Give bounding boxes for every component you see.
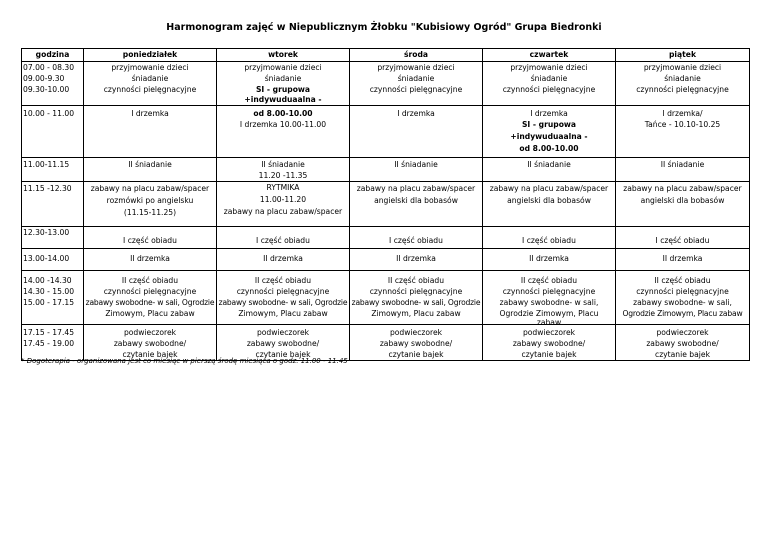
schedule-cell <box>616 182 750 227</box>
activity-text: (11.15-11.25) <box>123 208 177 217</box>
activity-text: od 8.00-10.00 <box>253 109 313 118</box>
activity-text: śniadanie <box>264 74 302 83</box>
activity-text: I część obiadu <box>389 236 443 245</box>
activity-text: II drzemka <box>529 254 569 263</box>
activity-text: angielski dla bobasów <box>507 196 591 205</box>
schedule-cell <box>217 325 350 361</box>
schedule-cell <box>483 249 616 271</box>
table-row <box>22 271 750 325</box>
schedule-cell <box>350 182 483 227</box>
activity-text: II część obiadu <box>520 276 578 285</box>
schedule-cell <box>84 62 217 106</box>
activity-text: czynności pielęgnacyjne <box>502 85 596 94</box>
schedule-cell <box>350 62 483 106</box>
schedule-cell <box>350 325 483 361</box>
header-time: godzina <box>22 49 84 62</box>
activity-text: angielski dla bobasów <box>374 196 458 205</box>
activity-text: zabawy swobodne/ <box>246 339 320 348</box>
activity-text: zabawy swobodne- w sali, <box>499 298 599 307</box>
schedule-cell <box>616 106 750 158</box>
schedule-cell <box>350 249 483 271</box>
time-label: 11.00-11.15 <box>23 160 70 169</box>
time-cell <box>22 249 84 271</box>
time-label: 14.30 - 15.00 <box>23 287 75 296</box>
activity-text: czynności pielęgnacyjne <box>636 287 729 296</box>
schedule-cell <box>616 325 750 361</box>
time-cell <box>22 182 84 227</box>
activity-text: +indywuduaalna - <box>510 132 588 141</box>
activity-text: podwieczorek <box>123 328 177 337</box>
table-row <box>22 62 750 106</box>
schedule-cell <box>616 249 750 271</box>
activity-text: Ogrodzie Zimowym, Placu zabaw <box>622 309 743 318</box>
activity-text: zabawy swobodne- w sali, <box>633 298 732 307</box>
schedule-cell <box>84 271 217 325</box>
time-label: 09.30-10.00 <box>23 85 70 94</box>
activity-text: II część obiadu <box>387 276 445 285</box>
schedule-cell <box>616 227 750 249</box>
schedule-cell <box>616 158 750 182</box>
time-label: 12.30-13.00 <box>23 228 70 237</box>
activity-text: zabawy swobodne/ <box>646 339 719 348</box>
activity-text: zabawy swobodne- w sali, Ogrodzie <box>351 298 481 307</box>
schedule-cell <box>483 158 616 182</box>
activity-text: II część obiadu <box>654 276 711 285</box>
schedule-cell <box>217 106 350 158</box>
activity-text: czytanie bajek <box>255 350 311 359</box>
time-cell <box>22 227 84 249</box>
activity-text: czynności pielęgnacyjne <box>103 85 197 94</box>
activity-text: czytanie bajek <box>521 350 577 359</box>
schedule-cell <box>483 227 616 249</box>
activity-text: 11.20 -11.35 <box>258 171 308 180</box>
activity-text: zabawy na placu zabaw/spacer <box>356 184 476 193</box>
schedule-cell <box>350 271 483 325</box>
activity-text: czynności pielęgnacyjne <box>369 85 463 94</box>
activity-text: I drzemka <box>530 109 568 118</box>
activity-text: zabawy swobodne/ <box>113 339 187 348</box>
activity-text: II drzemka <box>130 254 170 263</box>
activity-text: zabawy na placu zabaw/spacer <box>489 184 609 193</box>
schedule-table <box>21 48 750 361</box>
activity-text: +indywuduaalna - <box>244 95 322 104</box>
schedule-cell <box>217 182 350 227</box>
header-thursday: czwartek <box>483 49 616 62</box>
header-row <box>22 49 750 62</box>
time-cell <box>22 325 84 361</box>
activity-text: od 8.00-10.00 <box>519 144 579 153</box>
schedule-cell <box>217 62 350 106</box>
time-label: 17.15 - 17.45 <box>23 328 75 337</box>
schedule-cell <box>217 158 350 182</box>
activity-text: I część obiadu <box>522 236 576 245</box>
time-label: 09.00-9.30 <box>23 74 65 83</box>
activity-text: I drzemka 10.00-11.00 <box>239 120 327 129</box>
header-tuesday: wtorek <box>217 49 350 62</box>
header-wednesday: środa <box>350 49 483 62</box>
activity-text: podwieczorek <box>656 328 709 337</box>
schedule-cell <box>84 249 217 271</box>
schedule-cell <box>483 325 616 361</box>
footnote: * Dogoterapia - organizowana jest co miesiąc w pierszą środę miesiąca o godz. 11.00 - 11.45 <box>21 357 348 365</box>
activity-text: Tańce - 10.10-10.25 <box>644 120 721 129</box>
activity-text: zabawy swobodne/ <box>512 339 586 348</box>
activity-text: zabawy swobodne/ <box>379 339 453 348</box>
time-cell <box>22 158 84 182</box>
activity-text: 11.00-11.20 <box>259 195 307 204</box>
activity-text: Zimowym, Placu zabaw <box>238 309 328 318</box>
activity-text: zabawy na placu zabaw/spacer <box>90 184 210 193</box>
schedule-cell <box>217 249 350 271</box>
table-row <box>22 227 750 249</box>
activity-text: czynności pielęgnacyjne <box>236 287 330 296</box>
activity-text: śniadanie <box>397 74 435 83</box>
time-label: 14.00 -14.30 <box>23 276 72 285</box>
table-row <box>22 158 750 182</box>
activity-text: II śniadanie <box>527 160 571 169</box>
activity-text: II drzemka <box>396 254 436 263</box>
activity-text: SI - grupowa <box>521 120 577 129</box>
activity-text: II śniadanie <box>660 160 705 169</box>
time-cell <box>22 106 84 158</box>
table-row <box>22 249 750 271</box>
activity-text: I część obiadu <box>123 236 177 245</box>
schedule-cell <box>84 182 217 227</box>
activity-text: podwieczorek <box>256 328 310 337</box>
activity-text: czytanie bajek <box>388 350 444 359</box>
activity-text: czynności pielęgnacyjne <box>636 85 729 94</box>
activity-text: I drzemka <box>397 109 435 118</box>
activity-text: II śniadanie <box>261 160 305 169</box>
schedule-cell <box>483 182 616 227</box>
activity-text: zabawy na placu zabaw/spacer <box>623 184 742 193</box>
time-label: 15.00 - 17.15 <box>23 298 75 307</box>
activity-text: śniadanie <box>530 74 568 83</box>
activity-text: angielski dla bobasów <box>640 196 725 205</box>
activity-text: Zimowym, Placu zabaw <box>371 309 461 318</box>
schedule-cell <box>217 271 350 325</box>
activity-text: RYTMIKA <box>266 183 300 192</box>
time-label: 07.00 - 08.30 <box>23 63 75 72</box>
activity-text: przyjmowanie dzieci <box>377 63 455 72</box>
activity-text: czytanie bajek <box>655 350 710 359</box>
time-cell <box>22 62 84 106</box>
activity-text: I drzemka/ <box>662 109 703 118</box>
activity-text: śniadanie <box>131 74 169 83</box>
schedule-cell <box>350 106 483 158</box>
activity-text: podwieczorek <box>522 328 576 337</box>
activity-text: zabawy swobodne- w sali, Ogrodzie <box>85 298 215 307</box>
activity-text: śniadanie <box>664 74 701 83</box>
page-title: Harmonogram zajęć w Niepublicznym Żłobku "Kubisiowy Ogród" Grupa Biedronki <box>166 22 602 33</box>
schedule-cell <box>616 271 750 325</box>
schedule-cell <box>84 158 217 182</box>
table-row <box>22 106 750 158</box>
activity-text: II drzemka <box>263 254 303 263</box>
schedule-cell <box>350 158 483 182</box>
header-monday: poniedziałek <box>84 49 217 62</box>
activity-text: Zimowym, Placu zabaw <box>105 309 195 318</box>
table-row <box>22 325 750 361</box>
activity-text: II śniadanie <box>128 160 172 169</box>
time-cell <box>22 271 84 325</box>
activity-text: I drzemka <box>131 109 169 118</box>
activity-text: II drzemka <box>662 254 703 263</box>
schedule-cell <box>483 62 616 106</box>
activity-text: II część obiadu <box>121 276 179 285</box>
schedule-cell <box>84 106 217 158</box>
activity-text: zabaw <box>536 318 562 327</box>
time-label: 17.45 - 19.00 <box>23 339 75 348</box>
activity-text: czynności pielęgnacyjne <box>369 287 463 296</box>
activity-text: SI - grupowa <box>255 85 311 94</box>
header-friday: piątek <box>616 49 750 62</box>
schedule-cell <box>217 227 350 249</box>
schedule-cell <box>483 106 616 158</box>
schedule-cell <box>84 325 217 361</box>
time-label: 13.00-14.00 <box>23 254 70 263</box>
schedule-cell <box>350 227 483 249</box>
activity-text: II część obiadu <box>254 276 312 285</box>
activity-text: przyjmowanie dzieci <box>510 63 588 72</box>
schedule-cell <box>483 271 616 325</box>
activity-text: czynności pielęgnacyjne <box>502 287 596 296</box>
activity-text: przyjmowanie dzieci <box>643 63 722 72</box>
schedule-cell <box>616 62 750 106</box>
activity-text: przyjmowanie dzieci <box>244 63 322 72</box>
time-label: 10.00 - 11.00 <box>23 109 75 118</box>
activity-text: czytanie bajek <box>122 350 178 359</box>
activity-text: I część obiadu <box>256 236 310 245</box>
activity-text: II śniadanie <box>394 160 438 169</box>
activity-text: Ogrodzie Zimowym, Placu <box>499 309 599 318</box>
activity-text: zabawy swobodne- w sali, Ogrodzie <box>218 298 348 307</box>
table-row <box>22 182 750 227</box>
activity-text: podwieczorek <box>389 328 443 337</box>
activity-text: przyjmowanie dzieci <box>111 63 189 72</box>
time-label: 11.15 -12.30 <box>23 184 72 193</box>
activity-text: rozmówki po angielsku <box>106 196 194 205</box>
activity-text: zabawy na placu zabaw/spacer <box>223 207 343 216</box>
activity-text: czynności pielęgnacyjne <box>103 287 197 296</box>
schedule-cell <box>84 227 217 249</box>
activity-text: I część obiadu <box>655 236 710 245</box>
